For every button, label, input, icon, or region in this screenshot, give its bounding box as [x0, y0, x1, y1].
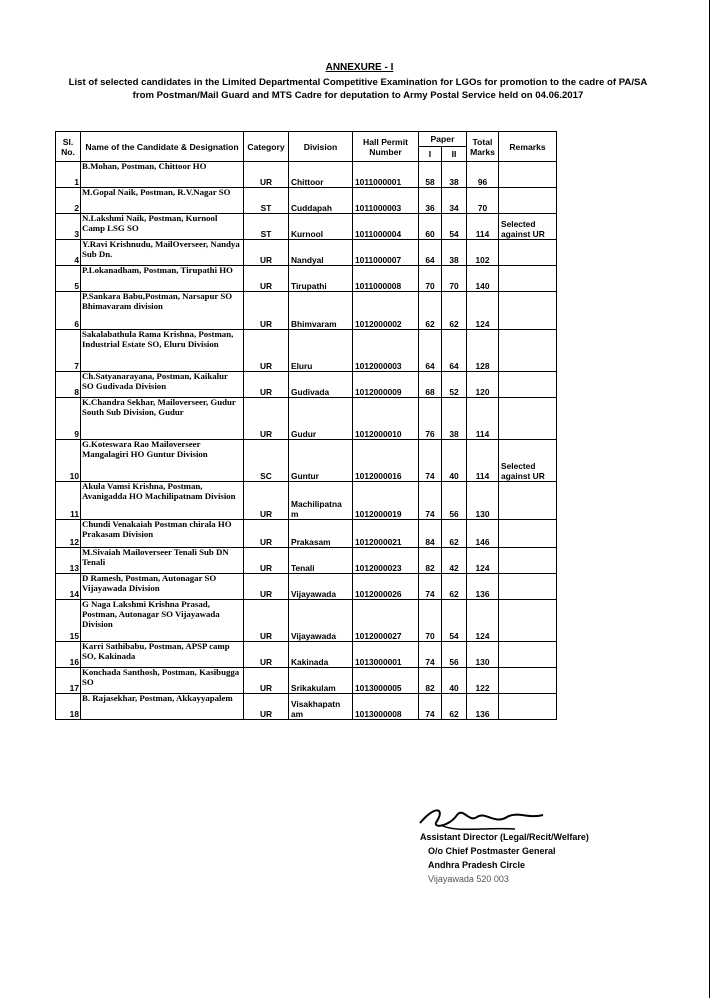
- row-paper-1: 62: [419, 292, 442, 330]
- row-division: Kakinada: [289, 642, 353, 668]
- row-remarks: [499, 240, 557, 266]
- table-row: [56, 372, 557, 398]
- annexure-heading: ANNEXURE - I: [325, 62, 394, 73]
- row-division: Vijayawada: [289, 574, 353, 600]
- row-name: Chundi Venakaiah Postman chirala HO Prakasam Division: [81, 520, 244, 548]
- row-paper-1: 64: [419, 330, 442, 372]
- row-hall-permit: 1012000026: [353, 574, 419, 600]
- row-paper-1: 82: [419, 668, 442, 694]
- row-name: G.Koteswara Rao Mailoverseer Mangalagiri HO Guntur Division: [81, 440, 244, 482]
- row-hall-permit: 1012000009: [353, 372, 419, 398]
- row-division: Gudivada: [289, 372, 353, 398]
- row-division: Srikakulam: [289, 668, 353, 694]
- row-hall-permit: 1013000008: [353, 694, 419, 720]
- table-row: [56, 574, 557, 600]
- row-category: UR: [244, 330, 289, 372]
- row-total: 136: [467, 574, 499, 600]
- row-paper-1: 74: [419, 482, 442, 520]
- row-paper-2: 38: [442, 398, 467, 440]
- row-remarks: [499, 372, 557, 398]
- row-paper-2: 38: [442, 162, 467, 188]
- row-paper-2: 54: [442, 600, 467, 642]
- row-hall-permit: 1012000019: [353, 482, 419, 520]
- row-name: G Naga Lakshmi Krishna Prasad, Postman, Autonagar SO Vijayawada Division: [81, 600, 244, 642]
- row-total: 96: [467, 162, 499, 188]
- table-row: [56, 520, 557, 548]
- row-total: 114: [467, 398, 499, 440]
- row-name: M.Sivaiah Mailoverseer Tenali Sub DN Tenali: [81, 548, 244, 574]
- table-row: [56, 188, 557, 214]
- row-paper-1: 76: [419, 398, 442, 440]
- row-category: UR: [244, 266, 289, 292]
- row-category: UR: [244, 548, 289, 574]
- table-row: [56, 668, 557, 694]
- row-name: K.Chandra Sekhar, Mailoverseer, Gudur South Sub Division, Gudur: [81, 398, 244, 440]
- row-division: Visakhapatn am: [289, 694, 353, 720]
- row-hall-permit: 1012000016: [353, 440, 419, 482]
- row-total: 130: [467, 642, 499, 668]
- row-name: P.Sankara Babu,Postman, Narsapur SO Bhimavaram division: [81, 292, 244, 330]
- table-row: [56, 482, 557, 520]
- row-hall-permit: 1011000008: [353, 266, 419, 292]
- row-name: Sakalabathula Rama Krishna, Postman, Industrial Estate SO, Eluru Division: [81, 330, 244, 372]
- row-sl: 8: [56, 372, 81, 398]
- row-total: 136: [467, 694, 499, 720]
- row-paper-2: 64: [442, 330, 467, 372]
- row-hall-permit: 1012000010: [353, 398, 419, 440]
- row-paper-2: 52: [442, 372, 467, 398]
- row-hall-permit: 1012000002: [353, 292, 419, 330]
- table-row: [56, 162, 557, 188]
- row-total: 124: [467, 600, 499, 642]
- row-hall-permit: 1012000021: [353, 520, 419, 548]
- row-division: Vijayawada: [289, 600, 353, 642]
- row-paper-1: 68: [419, 372, 442, 398]
- row-category: UR: [244, 600, 289, 642]
- row-remarks: Selected against UR: [499, 214, 557, 240]
- row-name: Karri Sathibabu, Postman, APSP camp SO, Kakinada: [81, 642, 244, 668]
- row-category: UR: [244, 642, 289, 668]
- row-paper-1: 60: [419, 214, 442, 240]
- selected-candidates-table: [55, 131, 557, 720]
- row-remarks: [499, 520, 557, 548]
- row-hall-permit: 1012000003: [353, 330, 419, 372]
- row-name: D Ramesh, Postman, Autonagar SO Vijayawada Division: [81, 574, 244, 600]
- row-division: Guntur: [289, 440, 353, 482]
- row-paper-1: 74: [419, 574, 442, 600]
- row-paper-2: 62: [442, 292, 467, 330]
- row-remarks: [499, 398, 557, 440]
- row-paper-2: 62: [442, 574, 467, 600]
- row-total: 128: [467, 330, 499, 372]
- row-paper-1: 74: [419, 642, 442, 668]
- row-paper-1: 36: [419, 188, 442, 214]
- row-sl: 1: [56, 162, 81, 188]
- row-remarks: [499, 330, 557, 372]
- row-category: UR: [244, 372, 289, 398]
- row-sl: 12: [56, 520, 81, 548]
- row-total: 114: [467, 214, 499, 240]
- row-paper-2: 56: [442, 642, 467, 668]
- row-paper-1: 58: [419, 162, 442, 188]
- row-division: Nandyal: [289, 240, 353, 266]
- row-sl: 9: [56, 398, 81, 440]
- row-hall-permit: 1012000027: [353, 600, 419, 642]
- row-sl: 6: [56, 292, 81, 330]
- signature-circle: Andhra Pradesh Circle: [428, 860, 526, 870]
- row-remarks: [499, 668, 557, 694]
- row-paper-2: 56: [442, 482, 467, 520]
- header-paper-2: II: [442, 147, 467, 162]
- row-paper-1: 82: [419, 548, 442, 574]
- row-division: Eluru: [289, 330, 353, 372]
- row-paper-1: 84: [419, 520, 442, 548]
- row-division: Gudur: [289, 398, 353, 440]
- row-sl: 11: [56, 482, 81, 520]
- row-paper-2: 40: [442, 440, 467, 482]
- row-name: P.Lokanadham, Postman, Tirupathi HO: [81, 266, 244, 292]
- header-paper: Paper: [419, 132, 467, 147]
- row-paper-2: 70: [442, 266, 467, 292]
- row-paper-2: 34: [442, 188, 467, 214]
- row-sl: 14: [56, 574, 81, 600]
- row-division: Kurnool: [289, 214, 353, 240]
- row-category: UR: [244, 668, 289, 694]
- row-category: UR: [244, 162, 289, 188]
- row-remarks: [499, 482, 557, 520]
- row-division: Machilipatna m: [289, 482, 353, 520]
- row-name: Konchada Santhosh, Postman, Kasibugga SO: [81, 668, 244, 694]
- row-category: UR: [244, 574, 289, 600]
- row-division: Prakasam: [289, 520, 353, 548]
- header-remarks: Remarks: [499, 132, 557, 162]
- row-remarks: [499, 642, 557, 668]
- row-category: SC: [244, 440, 289, 482]
- row-sl: 13: [56, 548, 81, 574]
- row-total: 124: [467, 548, 499, 574]
- row-category: ST: [244, 188, 289, 214]
- table-row: [56, 330, 557, 372]
- row-total: 102: [467, 240, 499, 266]
- row-hall-permit: 1011000003: [353, 188, 419, 214]
- row-paper-2: 40: [442, 668, 467, 694]
- row-sl: 7: [56, 330, 81, 372]
- row-sl: 5: [56, 266, 81, 292]
- row-sl: 4: [56, 240, 81, 266]
- row-paper-1: 64: [419, 240, 442, 266]
- row-division: Bhimvaram: [289, 292, 353, 330]
- header-category: Category: [244, 132, 289, 162]
- row-sl: 3: [56, 214, 81, 240]
- header-hall-permit: Hall Permit Number: [353, 132, 419, 162]
- row-category: UR: [244, 398, 289, 440]
- row-paper-1: 74: [419, 694, 442, 720]
- row-remarks: [499, 548, 557, 574]
- row-remarks: [499, 574, 557, 600]
- row-total: 146: [467, 520, 499, 548]
- row-remarks: [499, 188, 557, 214]
- signature-office: O/o Chief Postmaster General: [428, 846, 556, 856]
- row-remarks: Selected against UR: [499, 440, 557, 482]
- row-division: Tenali: [289, 548, 353, 574]
- row-name: Akula Vamsi Krishna, Postman, Avanigadda HO Machilipatnam Division: [81, 482, 244, 520]
- row-division: Chittoor: [289, 162, 353, 188]
- row-sl: 10: [56, 440, 81, 482]
- row-paper-1: 70: [419, 266, 442, 292]
- row-paper-2: 62: [442, 694, 467, 720]
- row-hall-permit: 1012000023: [353, 548, 419, 574]
- table-row: [56, 292, 557, 330]
- row-total: 122: [467, 668, 499, 694]
- row-hall-permit: 1011000004: [353, 214, 419, 240]
- row-paper-2: 38: [442, 240, 467, 266]
- row-name: B.Mohan, Postman, Chittoor HO: [81, 162, 244, 188]
- row-name: M.Gopal Naik, Postman, R.V.Nagar SO: [81, 188, 244, 214]
- row-sl: 16: [56, 642, 81, 668]
- row-total: 140: [467, 266, 499, 292]
- row-paper-2: 62: [442, 520, 467, 548]
- row-paper-1: 70: [419, 600, 442, 642]
- row-category: UR: [244, 520, 289, 548]
- row-paper-1: 74: [419, 440, 442, 482]
- row-division: Tirupathi: [289, 266, 353, 292]
- row-name: Y.Ravi Krishnudu, MailOverseer, Nandya Sub Dn.: [81, 240, 244, 266]
- signature-designation: Assistant Director (Legal/Recit/Welfare): [420, 832, 589, 842]
- row-hall-permit: 1013000005: [353, 668, 419, 694]
- row-paper-2: 54: [442, 214, 467, 240]
- row-hall-permit: 1011000007: [353, 240, 419, 266]
- header-total: Total Marks: [467, 132, 499, 162]
- table-row: [56, 398, 557, 440]
- row-paper-2: 42: [442, 548, 467, 574]
- table-row: [56, 214, 557, 240]
- row-hall-permit: 1011000001: [353, 162, 419, 188]
- row-sl: 15: [56, 600, 81, 642]
- row-total: 120: [467, 372, 499, 398]
- table-row: [56, 240, 557, 266]
- document-subtitle: List of selected candidates in the Limited Departmental Competitive Examination for LGOs for promotion to the cadre of PA/SA from Postman/Mail Guard and MTS Cadre for deputation to Army Postal Service held on 04.06.2017: [68, 77, 648, 101]
- row-remarks: [499, 600, 557, 642]
- table-row: [56, 600, 557, 642]
- table-row: [56, 548, 557, 574]
- row-remarks: [499, 694, 557, 720]
- row-category: UR: [244, 694, 289, 720]
- row-category: UR: [244, 292, 289, 330]
- row-remarks: [499, 292, 557, 330]
- row-sl: 17: [56, 668, 81, 694]
- table-row: [56, 642, 557, 668]
- signature-location: Vijayawada 520 003: [428, 874, 509, 884]
- row-remarks: [499, 162, 557, 188]
- row-total: 130: [467, 482, 499, 520]
- header-sl: Sl. No.: [56, 132, 81, 162]
- row-name: B. Rajasekhar, Postman, Akkayyapalem: [81, 694, 244, 720]
- row-sl: 2: [56, 188, 81, 214]
- row-division: Cuddapah: [289, 188, 353, 214]
- row-remarks: [499, 266, 557, 292]
- row-total: 70: [467, 188, 499, 214]
- header-paper-1: I: [419, 147, 442, 162]
- page-edge-line: [709, 0, 710, 998]
- header-name: Name of the Candidate & Designation: [81, 132, 244, 162]
- row-total: 124: [467, 292, 499, 330]
- row-category: UR: [244, 482, 289, 520]
- row-category: ST: [244, 214, 289, 240]
- row-name: Ch.Satyanarayana, Postman, Kaikalur SO Gudivada Division: [81, 372, 244, 398]
- header-division: Division: [289, 132, 353, 162]
- table-row: [56, 440, 557, 482]
- row-sl: 18: [56, 694, 81, 720]
- row-category: UR: [244, 240, 289, 266]
- row-hall-permit: 1013000001: [353, 642, 419, 668]
- row-name: N.Lakshmi Naik, Postman, Kurnool Camp LSG SO: [81, 214, 244, 240]
- table-row: [56, 266, 557, 292]
- table-row: [56, 694, 557, 720]
- row-total: 114: [467, 440, 499, 482]
